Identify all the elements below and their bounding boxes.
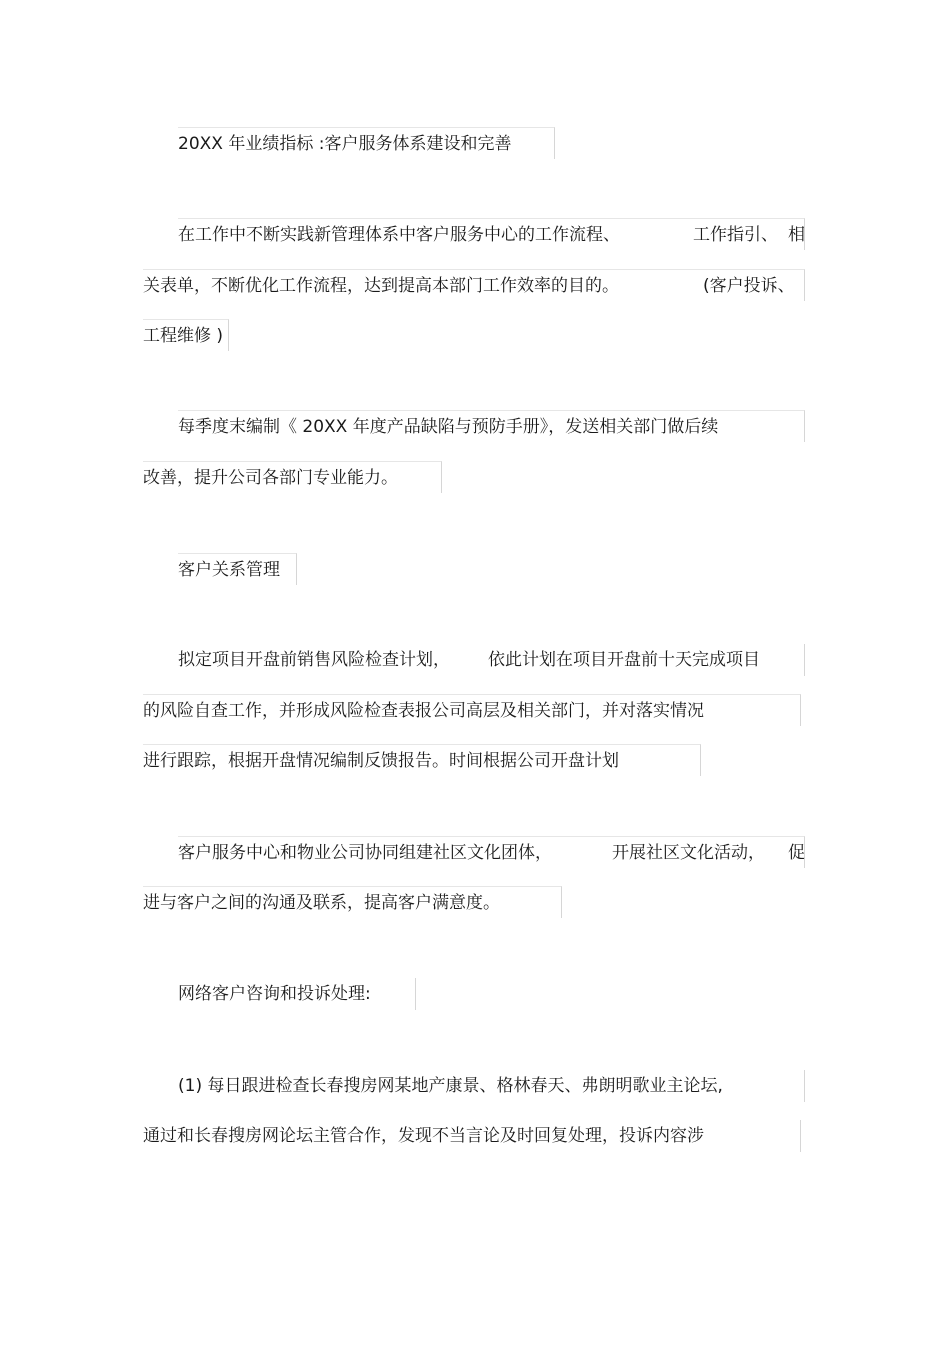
p5-line-1 [178,1070,805,1102]
section-crm [178,553,297,585]
p5-line-1-text: (1) 每日跟进检查长春搜房网某地产康景、格林春天、弗朗明歌业主论坛, [178,1076,723,1096]
p2-line-1-text: 每季度末编制《 20XX 年度产品缺陷与预防手册》，发送相关部门做后续 [178,417,719,437]
p3-line-3 [143,744,701,776]
p5-line-2-text: 通过和长春搜房网论坛主管合作，发现不当言论及时回复处理，投诉内容涉 [143,1126,704,1146]
p1-line-2-a: 关表单，不断优化工作流程，达到提高本部门工作效率的目的。 [143,276,619,296]
p2-line-1 [178,410,805,442]
p1-line-1 [178,218,805,250]
p1-line-2 [143,269,805,301]
p2-line-2-text: 改善，提升公司各部门专业能力。 [143,468,398,488]
section-online [178,978,416,1010]
p3-line-2 [143,694,801,726]
p1-line-1-a: 在工作中不断实践新管理体系中客户服务中心的工作流程、 [178,225,620,245]
p3-line-3-text: 进行跟踪，根据开盘情况编制反馈报告。时间根据公司开盘计划 [143,751,619,771]
p2-line-2 [143,461,442,493]
p3-line-1-b: 依此计划在项目开盘前十天完成项目 [488,650,760,670]
p3-line-2-text: 的风险自查工作，并形成风险检查表报公司高层及相关部门，并对落实情况 [143,701,704,721]
p1-line-1-c: 相 [788,225,805,245]
p4-line-1-c: 促 [788,843,805,863]
doc-heading [178,127,555,159]
section-online-text: 网络客户咨询和投诉处理: [178,984,371,1004]
p1-line-3-text: 工程维修 ) [143,326,224,346]
p3-line-1 [178,644,805,676]
p3-line-1-a: 拟定项目开盘前销售风险检查计划， [178,650,450,670]
p4-line-1-b: 开展社区文化活动， [612,843,765,863]
p1-line-1-b: 工作指引、 [693,225,778,245]
p4-line-1 [178,836,805,868]
p4-line-1-a: 客户服务中心和物业公司协同组建社区文化团体， [178,843,552,863]
p1-line-2-b: (客户投诉、 [703,276,795,296]
heading-text: 20XX 年业绩指标 :客户服务体系建设和完善 [178,134,512,154]
p1-line-3 [143,319,229,351]
p5-line-2 [143,1120,801,1152]
p4-line-2 [143,886,562,918]
section-crm-text: 客户关系管理 [178,560,280,580]
p4-line-2-text: 进与客户之间的沟通及联系，提高客户满意度。 [143,893,500,913]
